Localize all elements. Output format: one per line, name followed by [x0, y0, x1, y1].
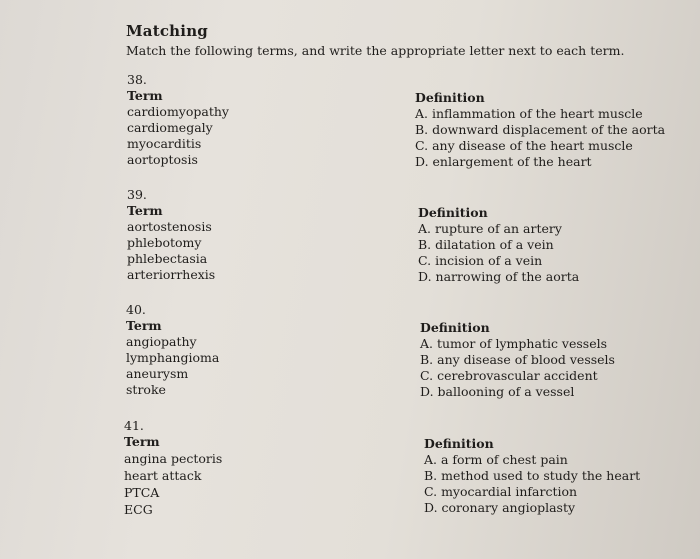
term-header: Term — [127, 203, 163, 218]
question-38 — [0, 72, 700, 184]
definition-item: A. a form of chest pain — [424, 452, 568, 467]
term-item: angina pectoris — [124, 451, 223, 466]
term-header: Term — [124, 434, 160, 449]
term-list — [127, 104, 229, 168]
term-item: aortoptosis — [127, 152, 198, 167]
section-instructions: Match the following terms, and write the appropriate letter next to each term. — [126, 43, 625, 58]
term-item: aortostenosis — [127, 219, 212, 234]
definition-item: C. any disease of the heart muscle — [415, 138, 633, 153]
definition-item: A. tumor of lymphatic vessels — [420, 336, 608, 351]
term-item: myocarditis — [127, 136, 202, 151]
definition-list — [415, 106, 665, 170]
definition-item: D. enlargement of the heart — [415, 154, 592, 169]
term-item: heart attack — [124, 468, 202, 483]
definition-item: A. rupture of an artery — [418, 221, 562, 236]
definition-header: Definition — [415, 90, 485, 105]
term-list — [124, 450, 222, 518]
term-item: phlebectasia — [127, 251, 208, 266]
section-title: Matching — [126, 22, 208, 40]
definition-header: Definition — [424, 436, 494, 451]
question-number: 38. — [127, 72, 147, 87]
definition-item: A. inflammation of the heart muscle — [415, 106, 643, 121]
term-list — [127, 219, 215, 283]
definition-item: B. downward displacement of the aorta — [415, 122, 666, 137]
term-list — [126, 334, 219, 398]
definition-item: D. narrowing of the aorta — [418, 269, 580, 284]
term-item: angiopathy — [126, 334, 197, 349]
question-number: 41. — [124, 418, 144, 433]
term-item: arteriorrhexis — [127, 267, 216, 282]
definition-item: B. method used to study the heart — [424, 468, 641, 483]
definition-item: C. incision of a vein — [418, 253, 543, 268]
definition-item: D. coronary angioplasty — [424, 500, 576, 515]
question-41 — [0, 418, 700, 530]
term-item: aneurysm — [126, 366, 189, 381]
definition-header: Definition — [420, 320, 490, 335]
term-item: phlebotomy — [127, 235, 202, 250]
definition-item: C. cerebrovascular accident — [420, 368, 598, 383]
term-item: cardiomegaly — [127, 120, 213, 135]
definition-list — [420, 336, 615, 400]
term-item: lymphangioma — [126, 350, 220, 365]
term-header: Term — [126, 318, 162, 333]
definition-item: B. dilatation of a vein — [418, 237, 554, 252]
definition-item: D. ballooning of a vessel — [420, 384, 575, 399]
question-number: 39. — [127, 187, 147, 202]
definition-list — [418, 221, 579, 285]
term-header: Term — [127, 88, 163, 103]
term-item: stroke — [126, 382, 166, 397]
definition-list — [424, 452, 640, 516]
question-number: 40. — [126, 302, 146, 317]
question-39 — [0, 187, 700, 299]
term-item: cardiomyopathy — [127, 104, 229, 119]
definition-item: C. myocardial infarction — [424, 484, 578, 499]
definition-item: B. any disease of blood vessels — [420, 352, 615, 367]
term-item: ECG — [124, 502, 153, 517]
question-40 — [0, 302, 700, 414]
definition-header: Definition — [418, 205, 488, 220]
term-item: PTCA — [124, 485, 160, 500]
